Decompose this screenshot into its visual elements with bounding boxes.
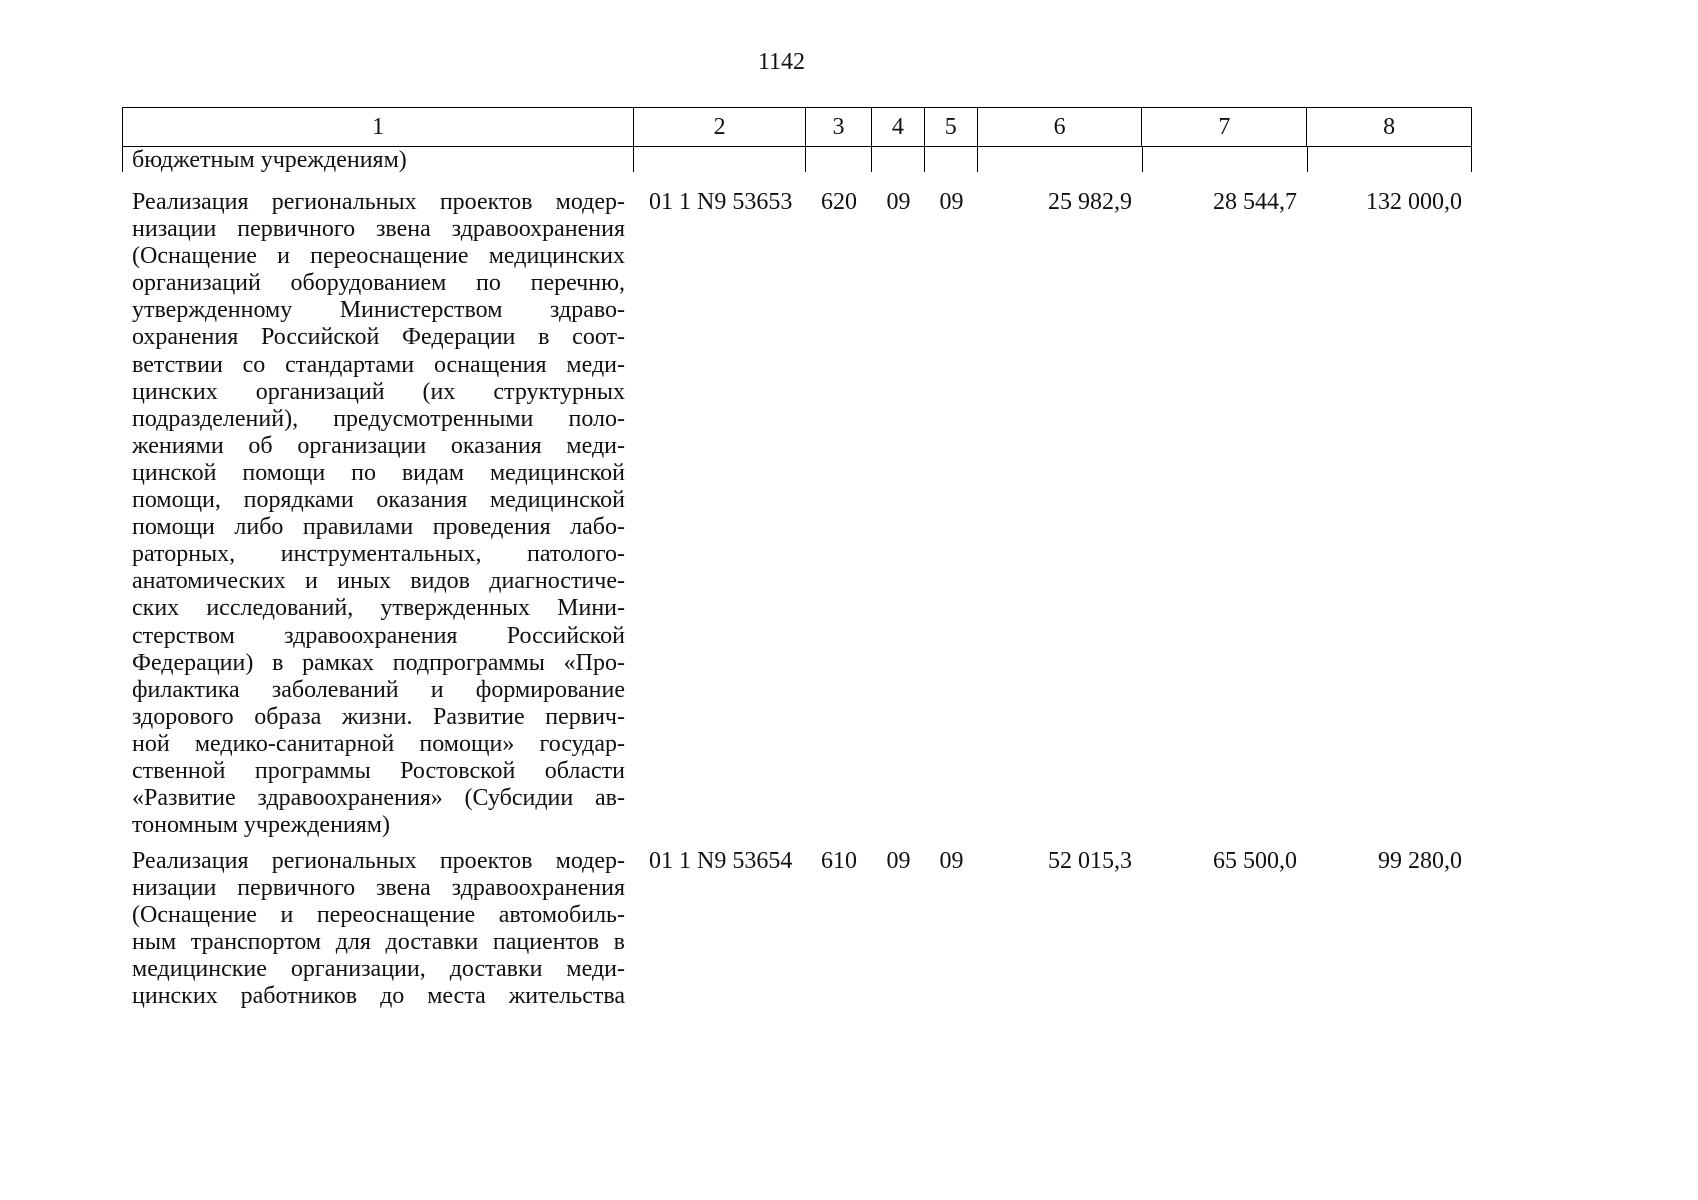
column-divider [633,147,634,172]
row-description [132,848,625,1011]
description-line: цинской помощи по видам медицинской [132,459,625,486]
amount-column-8: 99 280,0 [1378,848,1462,874]
description-line: Федерации) в рамках подпрограммы «Про- [132,649,625,676]
description-line: низации первичного звена здравоохранения [132,875,625,902]
description-line: утвержденному Министерством здраво- [132,297,625,324]
column-header-3: 3 [805,108,871,146]
amount-column-6: 52 015,3 [1048,848,1132,874]
description-line: ным транспортом для доставки пациентов в [132,929,625,956]
description-line: подразделений), предусмотренными поло- [132,405,625,432]
column-divider [1142,147,1143,172]
subsection-code: 09 [939,848,964,874]
subsection-code: 09 [939,189,964,215]
description-line: раторных, инструментальных, патолого- [132,541,625,568]
description-line: медицинские организации, доставки меди- [132,956,625,983]
description-line: здорового образа жизни. Развитие первич- [132,703,625,730]
description-line: ственной программы Ростовской области [132,757,625,784]
description-line: ной медико-санитарной помощи» государ- [132,730,625,757]
row-description [132,189,625,839]
column-header-4: 4 [871,108,924,146]
description-line: (Оснащение и переоснащение автомобиль- [132,902,625,929]
table-column-header [122,107,1472,147]
column-divider [1307,147,1308,172]
description-line: охранения Российской Федерации в соот- [132,324,625,351]
expense-type-code: 620 [821,189,857,215]
description-line: тономным учреждениям) [132,812,390,839]
expense-type-code: 610 [821,848,857,874]
column-header-5: 5 [924,108,977,146]
description-line: цинских работников до места жительства [132,983,625,1010]
description-line: «Развитие здравоохранения» (Субсидии ав- [132,785,625,812]
target-item-code: 01 1 N9 53654 [649,848,793,874]
column-divider [122,147,123,172]
column-header-7: 7 [1141,108,1306,146]
section-code: 09 [886,189,911,215]
column-header-2: 2 [633,108,805,146]
continuation-text: бюджетным учреждениям) [132,147,407,173]
description-line: анатомических и иных видов диагностиче- [132,568,625,595]
column-divider [871,147,872,172]
description-line: цинских организаций (их структурных [132,378,625,405]
amount-column-8: 132 000,0 [1366,189,1462,215]
section-code: 09 [886,848,911,874]
description-line: Реализация региональных проектов модер- [132,189,625,215]
column-divider [805,147,806,172]
description-line: Реализация региональных проектов модер- [132,848,625,874]
description-line: стерством здравоохранения Российской [132,622,625,649]
description-line: помощи, порядками оказания медицинской [132,487,625,514]
column-divider [977,147,978,172]
description-line: ских исследований, утвержденных Мини- [132,595,625,622]
target-item-code: 01 1 N9 53653 [649,189,793,215]
column-divider [924,147,925,172]
column-divider [1471,147,1472,172]
description-line: (Оснащение и переоснащение медицинских [132,243,625,270]
page-number: 1142 [757,49,806,75]
description-line: жениями об организации оказания меди- [132,432,625,459]
amount-column-6: 25 982,9 [1048,189,1132,215]
description-line: ветствии со стандартами оснащения меди- [132,351,625,378]
column-header-6: 6 [977,108,1142,146]
description-line: помощи либо правилами проведения лабо- [132,514,625,541]
amount-column-7: 28 544,7 [1213,189,1297,215]
description-line: низации первичного звена здравоохранения [132,216,625,243]
column-header-1: 1 [372,114,385,140]
amount-column-7: 65 500,0 [1213,848,1297,874]
column-header-8: 8 [1306,108,1471,146]
description-line: организаций оборудованием по перечню, [132,270,625,297]
description-line: филактика заболеваний и формирование [132,676,625,703]
